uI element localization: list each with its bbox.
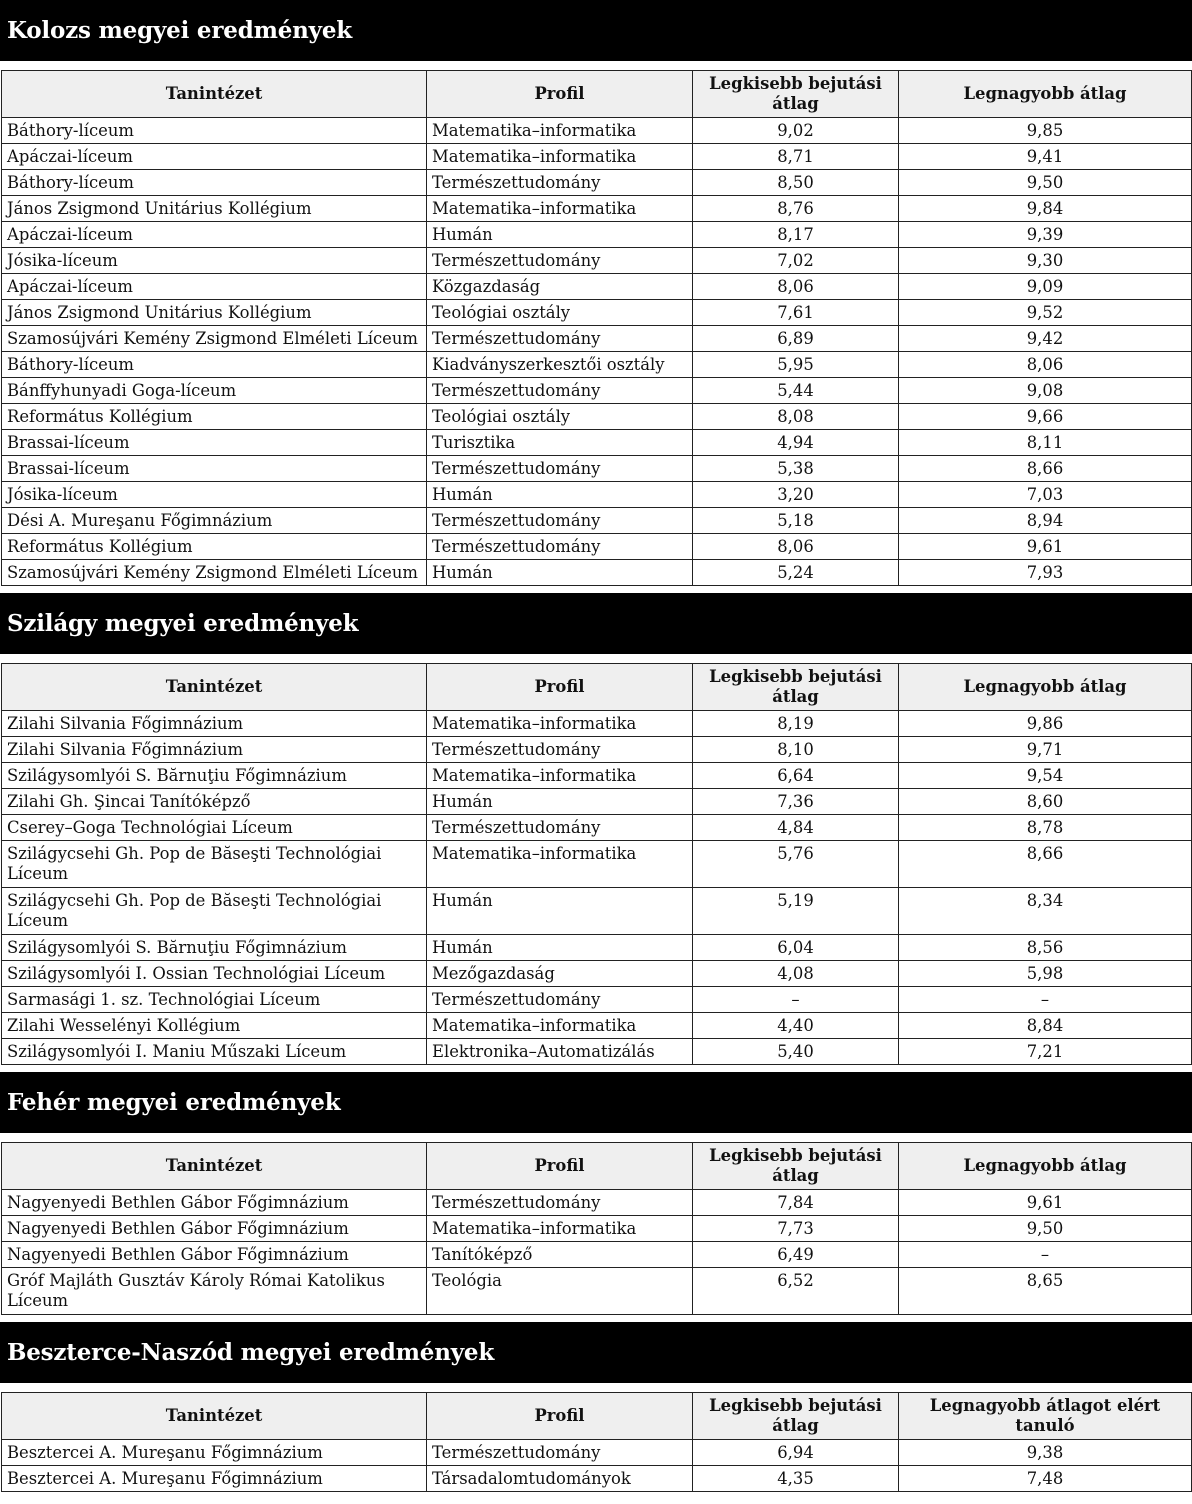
profile-cell: Teológiai osztály: [427, 404, 693, 430]
table-row: [2, 378, 1192, 404]
column-header-max-average: Legnagyobb átlag: [899, 71, 1192, 118]
min-average-cell: 5,40: [693, 1039, 899, 1065]
profile-cell: Természettudomány: [427, 1440, 693, 1466]
table-row: [2, 430, 1192, 456]
table-row: [2, 815, 1192, 841]
min-average-cell: 7,61: [693, 300, 899, 326]
section-title: Kolozs megyei eredmények: [0, 0, 1192, 61]
max-average-cell: 5,98: [899, 961, 1192, 987]
max-average-cell: 7,93: [899, 560, 1192, 586]
min-average-cell: 5,18: [693, 508, 899, 534]
table-row: [2, 300, 1192, 326]
table-row: [2, 222, 1192, 248]
school-cell: János Zsigmond Unitárius Kollégium: [2, 196, 427, 222]
column-header-school: Tanintézet: [2, 1143, 427, 1190]
table-row: [2, 841, 1192, 888]
min-average-cell: 6,49: [693, 1242, 899, 1268]
max-average-cell: 9,85: [899, 118, 1192, 144]
profile-cell: Teológia: [427, 1268, 693, 1315]
profile-cell: Természettudomány: [427, 815, 693, 841]
table-row: [2, 248, 1192, 274]
profile-cell: Természettudomány: [427, 378, 693, 404]
school-cell: Szilágycsehi Gh. Pop de Băseşti Technológiai Líceum: [2, 888, 427, 935]
column-header-school: Tanintézet: [2, 1393, 427, 1440]
profile-cell: Humán: [427, 935, 693, 961]
table-row: [2, 987, 1192, 1013]
school-cell: Szilágycsehi Gh. Pop de Băseşti Technológiai Líceum: [2, 841, 427, 888]
min-average-cell: 4,35: [693, 1466, 899, 1492]
table-row: [2, 274, 1192, 300]
table-row: [2, 1466, 1192, 1492]
min-average-cell: 8,17: [693, 222, 899, 248]
min-average-cell: 8,19: [693, 711, 899, 737]
school-cell: Református Kollégium: [2, 534, 427, 560]
max-average-cell: 9,41: [899, 144, 1192, 170]
min-average-cell: 7,73: [693, 1216, 899, 1242]
school-cell: Zilahi Wesselényi Kollégium: [2, 1013, 427, 1039]
max-average-cell: 9,50: [899, 170, 1192, 196]
table-row: [2, 961, 1192, 987]
profile-cell: Természettudomány: [427, 170, 693, 196]
school-cell: Nagyenyedi Bethlen Gábor Főgimnázium: [2, 1216, 427, 1242]
min-average-cell: 8,76: [693, 196, 899, 222]
min-average-cell: 8,06: [693, 534, 899, 560]
max-average-cell: 9,71: [899, 737, 1192, 763]
max-average-cell: 9,50: [899, 1216, 1192, 1242]
max-average-cell: 9,86: [899, 711, 1192, 737]
column-header-min-average: Legkisebb bejutási átlag: [693, 1143, 899, 1190]
max-average-cell: 9,66: [899, 404, 1192, 430]
profile-cell: Természettudomány: [427, 326, 693, 352]
school-cell: Református Kollégium: [2, 404, 427, 430]
table-row: [2, 711, 1192, 737]
column-header-profile: Profil: [427, 664, 693, 711]
school-cell: Besztercei A. Mureşanu Főgimnázium: [2, 1466, 427, 1492]
table-row: [2, 508, 1192, 534]
max-average-cell: 8,66: [899, 456, 1192, 482]
min-average-cell: 4,40: [693, 1013, 899, 1039]
min-average-cell: 6,94: [693, 1440, 899, 1466]
max-average-cell: 7,21: [899, 1039, 1192, 1065]
profile-cell: Matematika–informatika: [427, 763, 693, 789]
max-average-cell: 9,30: [899, 248, 1192, 274]
table-row: [2, 482, 1192, 508]
max-average-cell: –: [899, 987, 1192, 1013]
school-cell: Nagyenyedi Bethlen Gábor Főgimnázium: [2, 1190, 427, 1216]
max-average-cell: 9,54: [899, 763, 1192, 789]
profile-cell: Matematika–informatika: [427, 1013, 693, 1039]
table-row: [2, 1268, 1192, 1315]
profile-cell: Humán: [427, 789, 693, 815]
min-average-cell: 6,04: [693, 935, 899, 961]
school-cell: Szilágysomlyói I. Maniu Műszaki Líceum: [2, 1039, 427, 1065]
profile-cell: Természettudomány: [427, 987, 693, 1013]
max-average-cell: 8,84: [899, 1013, 1192, 1039]
profile-cell: Természettudomány: [427, 248, 693, 274]
school-cell: Jósika-líceum: [2, 248, 427, 274]
profile-cell: Társadalomtudományok: [427, 1466, 693, 1492]
table-row: [2, 763, 1192, 789]
min-average-cell: 6,89: [693, 326, 899, 352]
max-average-cell: 9,84: [899, 196, 1192, 222]
min-average-cell: 8,06: [693, 274, 899, 300]
min-average-cell: 6,64: [693, 763, 899, 789]
profile-cell: Matematika–informatika: [427, 144, 693, 170]
table-row: [2, 737, 1192, 763]
min-average-cell: 5,38: [693, 456, 899, 482]
table-row: [2, 456, 1192, 482]
column-header-school: Tanintézet: [2, 664, 427, 711]
column-header-school: Tanintézet: [2, 71, 427, 118]
school-cell: Apáczai-líceum: [2, 274, 427, 300]
max-average-cell: 9,38: [899, 1440, 1192, 1466]
profile-cell: Elektronika–Automatizálás: [427, 1039, 693, 1065]
max-average-cell: 8,34: [899, 888, 1192, 935]
profile-cell: Matematika–informatika: [427, 841, 693, 888]
max-average-cell: 8,56: [899, 935, 1192, 961]
column-header-max-average: Legnagyobb átlagot elért tanuló: [899, 1393, 1192, 1440]
min-average-cell: 5,95: [693, 352, 899, 378]
profile-cell: Teológiai osztály: [427, 300, 693, 326]
table-row: [2, 935, 1192, 961]
max-average-cell: 9,42: [899, 326, 1192, 352]
school-cell: Zilahi Silvania Főgimnázium: [2, 711, 427, 737]
min-average-cell: 5,76: [693, 841, 899, 888]
school-cell: Szilágysomlyói S. Bărnuţiu Főgimnázium: [2, 935, 427, 961]
profile-cell: Matematika–informatika: [427, 711, 693, 737]
table-row: [2, 144, 1192, 170]
min-average-cell: 8,08: [693, 404, 899, 430]
min-average-cell: 8,71: [693, 144, 899, 170]
min-average-cell: 4,84: [693, 815, 899, 841]
column-header-profile: Profil: [427, 1393, 693, 1440]
school-cell: Jósika-líceum: [2, 482, 427, 508]
min-average-cell: 8,50: [693, 170, 899, 196]
min-average-cell: 5,44: [693, 378, 899, 404]
max-average-cell: –: [899, 1242, 1192, 1268]
results-table: [1, 1392, 1192, 1492]
min-average-cell: 8,10: [693, 737, 899, 763]
max-average-cell: 9,61: [899, 1190, 1192, 1216]
table-row: [2, 404, 1192, 430]
max-average-cell: 8,11: [899, 430, 1192, 456]
table-row: [2, 326, 1192, 352]
table-row: [2, 1039, 1192, 1065]
min-average-cell: 7,02: [693, 248, 899, 274]
min-average-cell: 4,08: [693, 961, 899, 987]
table-header-row: [2, 1393, 1192, 1440]
profile-cell: Matematika–informatika: [427, 118, 693, 144]
table-row: [2, 560, 1192, 586]
max-average-cell: 8,78: [899, 815, 1192, 841]
table-row: [2, 534, 1192, 560]
school-cell: Báthory-líceum: [2, 170, 427, 196]
table-header-row: [2, 1143, 1192, 1190]
school-cell: Báthory-líceum: [2, 352, 427, 378]
profile-cell: Humán: [427, 222, 693, 248]
column-header-max-average: Legnagyobb átlag: [899, 1143, 1192, 1190]
school-cell: János Zsigmond Unitárius Kollégium: [2, 300, 427, 326]
profile-cell: Humán: [427, 560, 693, 586]
max-average-cell: 9,08: [899, 378, 1192, 404]
table-row: [2, 1242, 1192, 1268]
max-average-cell: 9,52: [899, 300, 1192, 326]
school-cell: Brassai-líceum: [2, 430, 427, 456]
profile-cell: Természettudomány: [427, 1190, 693, 1216]
school-cell: Sarmasági 1. sz. Technológiai Líceum: [2, 987, 427, 1013]
section-title: Fehér megyei eredmények: [0, 1072, 1192, 1133]
profile-cell: Természettudomány: [427, 534, 693, 560]
column-header-min-average: Legkisebb bejutási átlag: [693, 1393, 899, 1440]
school-cell: Szamosújvári Kemény Zsigmond Elméleti Líceum: [2, 560, 427, 586]
school-cell: Besztercei A. Mureşanu Főgimnázium: [2, 1440, 427, 1466]
max-average-cell: 8,65: [899, 1268, 1192, 1315]
min-average-cell: 7,84: [693, 1190, 899, 1216]
max-average-cell: 9,09: [899, 274, 1192, 300]
min-average-cell: 3,20: [693, 482, 899, 508]
table-header-row: [2, 71, 1192, 118]
table-row: [2, 170, 1192, 196]
school-cell: Dési A. Mureşanu Főgimnázium: [2, 508, 427, 534]
max-average-cell: 8,06: [899, 352, 1192, 378]
profile-cell: Mezőgazdaság: [427, 961, 693, 987]
school-cell: Apáczai-líceum: [2, 222, 427, 248]
min-average-cell: –: [693, 987, 899, 1013]
max-average-cell: 8,94: [899, 508, 1192, 534]
column-header-profile: Profil: [427, 71, 693, 118]
table-row: [2, 196, 1192, 222]
profile-cell: Matematika–informatika: [427, 1216, 693, 1242]
min-average-cell: 6,52: [693, 1268, 899, 1315]
table-row: [2, 789, 1192, 815]
school-cell: Báthory-líceum: [2, 118, 427, 144]
section-title: Szilágy megyei eredmények: [0, 593, 1192, 654]
section-title: Beszterce-Naszód megyei eredmények: [0, 1322, 1192, 1383]
profile-cell: Tanítóképző: [427, 1242, 693, 1268]
table-row: [2, 888, 1192, 935]
profile-cell: Természettudomány: [427, 737, 693, 763]
column-header-min-average: Legkisebb bejutási átlag: [693, 664, 899, 711]
max-average-cell: 9,39: [899, 222, 1192, 248]
school-cell: Bánffyhunyadi Goga-líceum: [2, 378, 427, 404]
min-average-cell: 9,02: [693, 118, 899, 144]
school-cell: Cserey–Goga Technológiai Líceum: [2, 815, 427, 841]
table-row: [2, 1190, 1192, 1216]
table-row: [2, 1216, 1192, 1242]
school-cell: Szilágysomlyói S. Bărnuţiu Főgimnázium: [2, 763, 427, 789]
results-table: [1, 70, 1192, 586]
school-cell: Brassai-líceum: [2, 456, 427, 482]
min-average-cell: 7,36: [693, 789, 899, 815]
table-row: [2, 118, 1192, 144]
max-average-cell: 8,66: [899, 841, 1192, 888]
profile-cell: Humán: [427, 888, 693, 935]
table-row: [2, 1013, 1192, 1039]
profile-cell: Közgazdaság: [427, 274, 693, 300]
profile-cell: Humán: [427, 482, 693, 508]
results-table: [1, 663, 1192, 1065]
min-average-cell: 4,94: [693, 430, 899, 456]
min-average-cell: 5,24: [693, 560, 899, 586]
school-cell: Zilahi Silvania Főgimnázium: [2, 737, 427, 763]
profile-cell: Kiadványszerkesztői osztály: [427, 352, 693, 378]
profile-cell: Természettudomány: [427, 508, 693, 534]
profile-cell: Turisztika: [427, 430, 693, 456]
column-header-max-average: Legnagyobb átlag: [899, 664, 1192, 711]
results-table: [1, 1142, 1192, 1315]
school-cell: Szilágysomlyói I. Ossian Technológiai Líceum: [2, 961, 427, 987]
max-average-cell: 7,03: [899, 482, 1192, 508]
school-cell: Apáczai-líceum: [2, 144, 427, 170]
max-average-cell: 9,61: [899, 534, 1192, 560]
table-row: [2, 352, 1192, 378]
profile-cell: Természettudomány: [427, 456, 693, 482]
school-cell: Zilahi Gh. Şincai Tanítóképző: [2, 789, 427, 815]
column-header-min-average: Legkisebb bejutási átlag: [693, 71, 899, 118]
school-cell: Gróf Majláth Gusztáv Károly Római Katolikus Líceum: [2, 1268, 427, 1315]
min-average-cell: 5,19: [693, 888, 899, 935]
school-cell: Szamosújvári Kemény Zsigmond Elméleti Líceum: [2, 326, 427, 352]
school-cell: Nagyenyedi Bethlen Gábor Főgimnázium: [2, 1242, 427, 1268]
max-average-cell: 8,60: [899, 789, 1192, 815]
profile-cell: Matematika–informatika: [427, 196, 693, 222]
column-header-profile: Profil: [427, 1143, 693, 1190]
max-average-cell: 7,48: [899, 1466, 1192, 1492]
table-row: [2, 1440, 1192, 1466]
table-header-row: [2, 664, 1192, 711]
